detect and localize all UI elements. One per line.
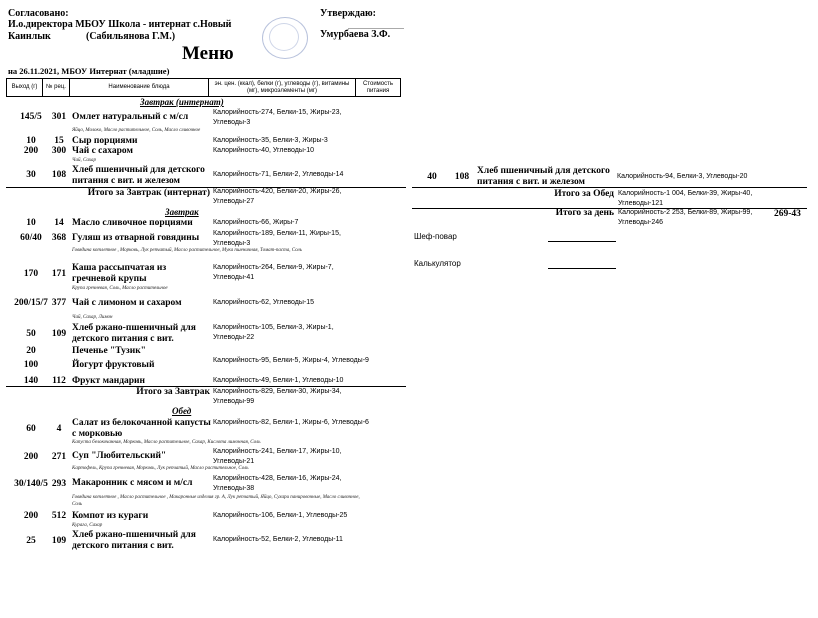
row-nutrition: Калорийность-241, Белки-17, Жиры-10, Углеводы-21 [213, 448, 342, 465]
separator [412, 187, 807, 188]
row-output: 100 [23, 360, 39, 370]
row-dish: Фрукт мандарин [72, 376, 145, 386]
row-nutrition: Калорийность-71, Белки-2, Углеводы-14 [213, 171, 344, 178]
page-title: Меню [182, 43, 234, 64]
row-nutrition: Калорийность-274, Белки-15, Жиры-23, Углеводы-3 [213, 109, 342, 126]
row-ingredients: Капуста белокочанная, Морковь, Масло растительное, Сахар, Кислота лимонная, Соль [72, 440, 261, 445]
seal-stamp [262, 17, 308, 59]
day-total-label: Итого за день [555, 208, 614, 218]
col-cost: Стоимость питания [356, 79, 401, 97]
row-recipe: 112 [52, 376, 66, 386]
row-nutrition: Калорийность-105, Белки-3, Жиры-1, Углеводы-22 [213, 324, 334, 341]
row-ingredients: Говядина котлетное , Масло растительное , Макаронные изделия гр. А, Лук репчатый, Яйцо, Сухари панировочные, Масло сливочное, Соль [72, 495, 360, 507]
col-dish: Наименование блюда [70, 79, 209, 97]
village-name: Каинлык [8, 31, 51, 42]
row-dish: Чай с сахаром [72, 146, 133, 156]
total-nutrition: Калорийность-420, Белки-20, Жиры-26, Углеводы-27 [213, 188, 342, 205]
row-output: 200 [23, 146, 39, 156]
row-recipe: 512 [51, 511, 67, 521]
row-recipe: 108 [454, 172, 470, 182]
row-ingredients: Крупа гречневая, Соль, Масло растительное [72, 286, 168, 291]
total-label: Итого за Завтрак (интернат) [87, 188, 210, 198]
row-ingredients: Курага, Сахар [72, 523, 103, 528]
row-ingredients: Картофель, Крупа гречневая, Морковь, Лук репчатый, Масло растительное, Соль [72, 466, 249, 471]
total-label: Итого за Завтрак [136, 387, 210, 397]
row-dish: Салат из белокочанной капусты с морковью [72, 418, 211, 439]
row-nutrition: Калорийность-49, Белки-1, Углеводы-10 [213, 377, 344, 384]
row-recipe: 108 [51, 170, 67, 180]
agreed-label: Согласовано: [8, 8, 69, 19]
row-dish: Сыр порциями [72, 136, 138, 146]
row-nutrition: Калорийность-62, Углеводы-15 [213, 299, 314, 306]
row-dish: Йогурт фруктовый [72, 360, 155, 370]
row-output: 140 [23, 376, 39, 386]
section-title-breakfast: Завтрак [165, 207, 199, 217]
row-dish: Каша рассыпчатая из гречневой крупы [72, 263, 167, 284]
row-nutrition: Калорийность-94, Белки-3, Углеводы-20 [617, 173, 748, 180]
row-recipe: 368 [51, 233, 67, 243]
total-nutrition: Калорийность-829, Белки-30, Жиры-34, Углеводы-99 [213, 388, 342, 405]
col-nutrition: эн. цен. (ккал), белки (г), углеводы (г), витамины (мг), микроэлементы (мг) [209, 79, 356, 97]
col-output: Выход (г) [7, 79, 43, 97]
row-output: 200/15/7 [14, 298, 48, 308]
row-output: 170 [23, 269, 39, 279]
row-nutrition: Калорийность-428, Белки-16, Жиры-24, Углеводы-38 [213, 475, 342, 492]
col-recipe: № рец. [43, 79, 70, 97]
row-nutrition: Калорийность-82, Белки-1, Жиры-6, Углеводы-6 [213, 419, 369, 426]
row-output: 10 [26, 136, 36, 146]
row-output: 30/140/5 [14, 479, 48, 489]
chef-label: Шеф-повар [414, 232, 457, 241]
row-dish: Макаронник с мясом и м/сл [72, 478, 193, 488]
calculator-label: Калькулятор [414, 259, 461, 268]
row-output: 10 [26, 218, 36, 228]
section-title-lunch: Обед [172, 406, 192, 416]
row-output: 200 [23, 511, 39, 521]
row-output: 40 [427, 172, 437, 182]
director-name: (Сабильянова Г.М.) [86, 31, 176, 42]
row-output: 50 [26, 329, 36, 339]
row-recipe: 293 [51, 479, 67, 489]
row-recipe: 4 [56, 424, 62, 434]
row-nutrition: Калорийность-106, Белки-1, Углеводы-25 [213, 512, 348, 519]
row-dish: Хлеб ржано-пшеничный для детского питания с вит. [72, 323, 196, 344]
section-title-breakfast-boarding: Завтрак (интернат) [140, 97, 224, 107]
row-output: 20 [26, 346, 36, 356]
row-ingredients: Яйцо, Молоко, Масло растительное, Соль, Масло сливочное [72, 128, 201, 133]
row-output: 200 [23, 452, 39, 462]
row-dish: Хлеб ржано-пшеничный для детского питания с вит. [72, 530, 196, 551]
row-nutrition: Калорийность-264, Белки-9, Жиры-7, Углеводы-41 [213, 264, 334, 281]
calculator-signature-line [548, 268, 616, 269]
row-recipe: 377 [51, 298, 67, 308]
row-output: 145/5 [20, 112, 42, 122]
row-output: 60 [26, 424, 36, 434]
director-position: И.о.директора МБОУ Школа - интернат с.Новый [8, 19, 232, 30]
row-recipe: 109 [51, 536, 67, 546]
approver-name: Умурбаева З.Ф. [320, 29, 391, 40]
row-dish: Масло сливочное порциями [72, 218, 193, 228]
row-dish: Чай с лимоном и сахаром [72, 298, 182, 308]
row-dish: Печенье "Тузик" [72, 346, 146, 356]
day-total-nutrition: Калорийность-2 253, Белки-89, Жиры-99, Углеводы-246 [618, 209, 753, 226]
row-output: 30 [26, 170, 36, 180]
row-recipe: 109 [51, 329, 67, 339]
row-nutrition: Калорийность-66, Жиры-7 [213, 219, 299, 226]
row-nutrition: Калорийность-35, Белки-3, Жиры-3 [213, 137, 328, 144]
row-nutrition: Калорийность-52, Белки-2, Углеводы-11 [213, 536, 343, 543]
chef-signature-line [548, 241, 616, 242]
row-dish: Хлеб пшеничный для детского питания с вит. и железом [72, 165, 205, 186]
row-recipe: 15 [54, 136, 64, 146]
row-ingredients: Чай, Сахар [72, 158, 96, 163]
row-output: 60/40 [20, 233, 42, 243]
row-ingredients: Чай, Сахар, Лимон [72, 315, 113, 320]
day-total-cost: 269-43 [774, 209, 801, 219]
row-dish: Компот из кураги [72, 511, 149, 521]
lunch-total-label: Итого за Обед [554, 189, 614, 199]
page-subtitle: на 26.11.2021, МБОУ Интернат (младшие) [8, 66, 170, 76]
lunch-total-nutrition: Калорийность-1 004, Белки-39, Жиры-40, Углеводы-121 [618, 190, 753, 207]
row-recipe: 14 [54, 218, 64, 228]
row-ingredients: Говядина котлетное , Морковь, Лук репчатый, Масло растительное, Мука пшеничная, Томат-паста, Соль [72, 248, 303, 253]
row-nutrition: Калорийность-189, Белки-11, Жиры-15, Углеводы-3 [213, 230, 341, 247]
row-recipe: 271 [51, 452, 67, 462]
row-dish: Омлет натуральный с м/сл [72, 112, 189, 122]
row-dish: Суп "Любительский" [72, 451, 167, 461]
right-menu-row [412, 166, 808, 186]
row-nutrition: Калорийность-95, Белки-5, Жиры-4, Углеводы-9 [213, 357, 369, 364]
row-dish: Хлеб пшеничный для детского питания с вит. и железом [477, 166, 610, 187]
row-nutrition: Калорийность-40, Углеводы-10 [213, 147, 314, 154]
row-recipe: 171 [51, 269, 67, 279]
column-header-table [6, 78, 401, 97]
row-recipe: 301 [51, 112, 67, 122]
row-output: 25 [26, 536, 36, 546]
row-dish: Гуляш из отварной говядины [72, 233, 200, 243]
approve-label: Утверждаю: [320, 8, 376, 19]
row-recipe: 300 [51, 146, 67, 156]
